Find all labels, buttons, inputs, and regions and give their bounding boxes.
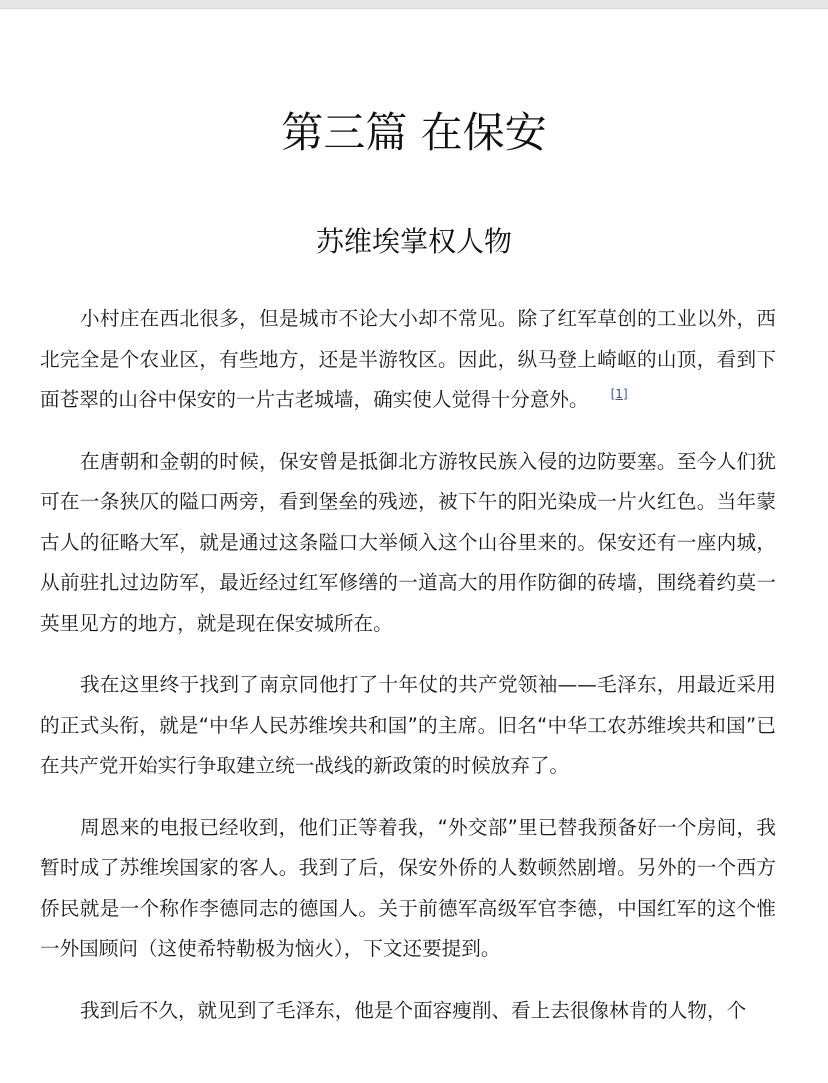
footnote-link[interactable]: [1]	[610, 387, 628, 401]
body-text	[40, 299, 776, 1052]
paragraph-4	[40, 808, 776, 970]
paragraph-5	[40, 991, 776, 1032]
paragraph-text: 小村庄在西北很多，但是城市不论大小却不常见。除了红军草创的工业以外，西北完全是个农业区，有些地方，还是半游牧区。因此，纵马登上崎岖的山顶，看到下面苍翠的山谷中保安的一片古老城墙，确实使人觉得十分意外。	[40, 307, 776, 411]
paragraph-1	[40, 299, 776, 421]
paragraph-2	[40, 442, 776, 645]
chapter-title: 第三篇 在保安	[281, 108, 547, 157]
paragraph-3	[40, 665, 776, 787]
paragraph-text: 周恩来的电报已经收到，他们正等着我，“外交部”里已替我预备好一个房间，我暂时成了苏维埃国家的客人。我到了后，保安外侨的人数顿然剧增。另外的一个西方侨民就是一个称作李德同志的德国人。关于前德军高级军官李德，中国红军的这个惟一外国顾问（这使希特勒极为恼火），下文还要提到。	[40, 815, 776, 960]
paragraph-text: 在唐朝和金朝的时候，保安曾是抵御北方游牧民族入侵的边防要塞。至今人们犹可在一条狭仄的隘口两旁，看到堡垒的残迹，被下午的阳光染成一片火红色。当年蒙古人的征略大军，就是通过这条隘口大举倾入这个山谷里来的。保安还有一座内城，从前驻扎过边防军，最近经过红军修缮的一道高大的用作防御的砖墙，围绕着约莫一英里见方的地方，就是现在保安城所在。	[40, 449, 776, 635]
document-page	[0, 8, 828, 1083]
paragraph-text: 我到后不久，就见到了毛泽东，他是个面容瘦削、看上去很像林肯的人物，个	[80, 998, 747, 1022]
section-title: 苏维埃掌权人物	[315, 225, 512, 258]
paragraph-text: 我在这里终于找到了南京同他打了十年仗的共产党领袖——毛泽东，用最近采用的正式头衔，就是“中华人民苏维埃共和国”的主席。旧名“中华工农苏维埃共和国”已在共产党开始实行争取建立统一战线的新政策的时候放弃了。	[40, 673, 776, 777]
